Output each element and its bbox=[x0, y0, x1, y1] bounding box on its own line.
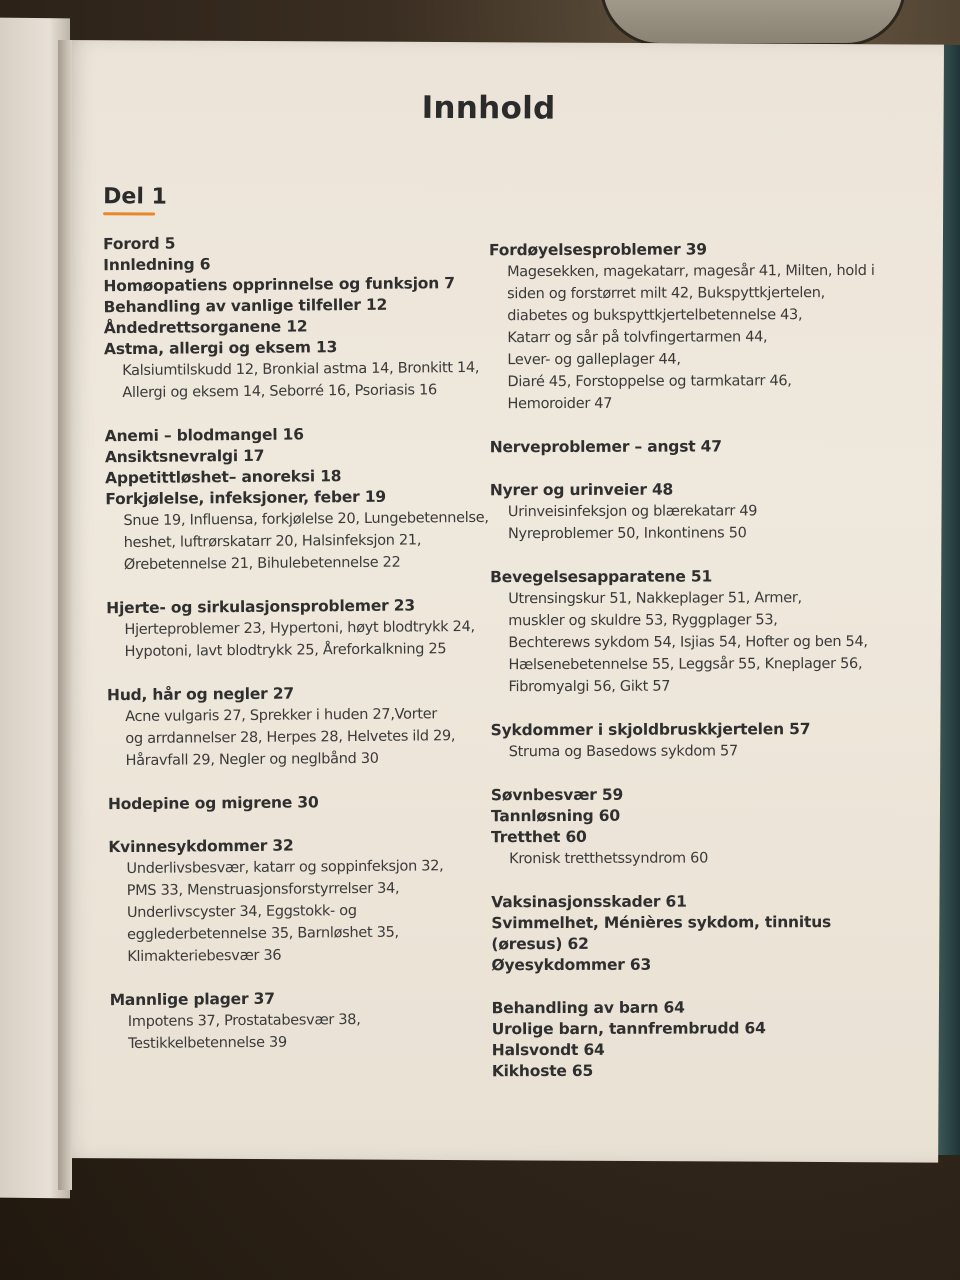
toc-entry: Tannløsning 60 bbox=[490, 806, 620, 826]
toc-subentry: Diaré 45, Forstoppelse og tarmkatarr 46, bbox=[507, 373, 792, 391]
toc-left-column bbox=[103, 231, 510, 1055]
toc-entry: Nyrer og urinveier 48 bbox=[489, 480, 674, 500]
toc-entry: Hud, hår og negler 27 bbox=[106, 684, 295, 705]
toc-subentry: Utrensingskur 51, Nakkeplager 51, Armer, bbox=[508, 590, 802, 608]
part-underline bbox=[103, 212, 155, 215]
toc-subentry: og arrdannelser 28, Herpes 28, Helvetes ild 29, bbox=[125, 728, 456, 748]
toc-spacer bbox=[491, 869, 891, 892]
toc-subentry: Underlivsbesvær, katarr og soppinfeksjon 32, bbox=[126, 858, 444, 878]
toc-subentry: heshet, luftrørskatarr 20, Halsinfeksjon 21, bbox=[123, 532, 422, 552]
toc-entry: Homøopatiens opprinnelse og funksjon 7 bbox=[103, 274, 455, 296]
toc-subentry: siden og forstørret milt 42, Bukspyttkjertelen, bbox=[507, 285, 825, 303]
toc-subentry: Magesekken, magekatarr, magesår 41, Milten, hold i bbox=[507, 262, 875, 281]
toc-entry: Appetittløshet– anoreksi 18 bbox=[105, 467, 342, 488]
toc-entry: Svimmelhet, Ménières sykdom, tinnitus (øresus) 62 bbox=[491, 913, 832, 954]
toc-subentry: Kronisk tretthetssyndrom 60 bbox=[509, 850, 709, 868]
toc-entry: Nerveproblemer – angst 47 bbox=[489, 437, 722, 457]
toc-spacer bbox=[490, 544, 890, 567]
toc-subentry: Håravfall 29, Negler og neglbånd 30 bbox=[125, 750, 379, 770]
toc-entry: Ansiktsnevralgi 17 bbox=[104, 446, 265, 467]
toc-entry: Mannlige plager 37 bbox=[109, 989, 275, 1010]
toc-subentry: Snue 19, Influensa, forkjølelse 20, Lungebetennelse, bbox=[123, 509, 489, 530]
book-page bbox=[58, 40, 944, 1163]
toc-subentry: diabetes og bukspyttkjertelbetennelse 43, bbox=[507, 307, 803, 325]
toc-spacer bbox=[490, 414, 890, 437]
toc-entry: Halsvondt 64 bbox=[491, 1040, 605, 1060]
part-label: Del 1 bbox=[103, 184, 167, 210]
toc-subentry: egglederbetennelse 35, Barnløshet 35, bbox=[127, 924, 399, 944]
toc-subentry: Nyreproblemer 50, Inkontinens 50 bbox=[507, 525, 747, 543]
toc-spacer bbox=[491, 762, 891, 785]
toc-subentry: Fibromyalgi 56, Gikt 57 bbox=[508, 678, 671, 696]
toc-subentry: Katarr og sår på tolvfingertarmen 44, bbox=[507, 329, 768, 347]
toc-subentry: Klimakteriebesvær 36 bbox=[127, 947, 282, 966]
toc-subentry: PMS 33, Menstruasjonsforstyrrelser 34, bbox=[126, 880, 400, 900]
toc-entry: Forkjølelse, infeksjoner, feber 19 bbox=[105, 487, 387, 509]
toc-subentry: Underlivscyster 34, Eggstokk- og bbox=[126, 903, 357, 922]
toc-subentry: Hemoroider 47 bbox=[507, 395, 613, 413]
toc-entry: Urolige barn, tannfrembrudd 64 bbox=[491, 1019, 766, 1039]
toc-entry: Hjerte- og sirkulasjonsproblemer 23 bbox=[106, 596, 415, 618]
toc-subentry: Lever- og galleplager 44, bbox=[507, 351, 681, 369]
toc-entry: Behandling av barn 64 bbox=[491, 998, 685, 1018]
toc-subentry: Hælsenebetennelse 55, Leggsår 55, Kneplager 56, bbox=[508, 655, 863, 674]
toc-entry: Øyesykdommer 63 bbox=[491, 955, 652, 975]
toc-subentry: Acne vulgaris 27, Sprekker i huden 27,Vorter bbox=[125, 706, 438, 726]
toc-entry: Kikhoste 65 bbox=[491, 1061, 594, 1081]
toc-subentry: Allergi og eksem 14, Seborré 16, Psoriasis 16 bbox=[122, 382, 438, 402]
toc-spacer bbox=[491, 697, 891, 720]
toc-subentry: Testikkelbetennelse 39 bbox=[127, 1034, 287, 1053]
toc-spacer bbox=[490, 457, 890, 480]
toc-subentry: Urinveisinfeksjon og blærekatarr 49 bbox=[507, 503, 758, 521]
page-gutter bbox=[58, 40, 72, 1190]
toc-subentry: Hypotoni, lavt blodtrykk 25, Åreforkalkning 25 bbox=[124, 641, 447, 661]
toc-subentry: Kalsiumtilskudd 12, Bronkial astma 14, Bronkitt 14, bbox=[122, 359, 480, 380]
toc-entry: Sykdommer i skjoldbruskkjertelen 57 bbox=[490, 720, 811, 740]
toc-entry: Anemi – blodmangel 16 bbox=[104, 425, 304, 446]
toc-entry: Behandling av vanlige tilfeller 12 bbox=[103, 295, 388, 317]
toc-entry: Forord 5 bbox=[102, 234, 176, 254]
toc-subentry: Struma og Basedows sykdom 57 bbox=[508, 743, 738, 761]
toc-subentry: Impotens 37, Prostatabesvær 38, bbox=[127, 1011, 361, 1031]
toc-subentry: muskler og skuldre 53, Ryggplager 53, bbox=[508, 612, 778, 630]
toc-subentry: Hjerteproblemer 23, Hypertoni, høyt blodtrykk 24, bbox=[124, 618, 475, 639]
toc-entry: Astma, allergi og eksem 13 bbox=[103, 338, 338, 359]
toc-entry: Hodepine og migrene 30 bbox=[107, 793, 319, 814]
toc-entry: Kvinnesykdommer 32 bbox=[108, 836, 294, 857]
toc-entry: Innledning 6 bbox=[103, 255, 211, 275]
toc-entry: Vaksinasjonsskader 61 bbox=[491, 892, 687, 912]
toc-spacer bbox=[492, 975, 892, 998]
page-title: Innhold bbox=[421, 89, 556, 127]
toc-entry: Fordøyelsesproblemer 39 bbox=[488, 240, 707, 260]
toc-subentry: Bechterews sykdom 54, Isjias 54, Hofter og ben 54, bbox=[508, 633, 868, 652]
toc-entry: Tretthet 60 bbox=[491, 827, 587, 847]
toc-entry: Åndedrettsorganene 12 bbox=[103, 317, 308, 338]
toc-entry: Søvnbesvær 59 bbox=[490, 785, 624, 805]
toc-right-column bbox=[489, 239, 892, 1082]
background-object bbox=[600, 0, 906, 46]
toc-entry: Bevegelsesapparatene 51 bbox=[490, 567, 713, 587]
toc-subentry: Ørebetennelse 21, Bihulebetennelse 22 bbox=[123, 554, 401, 574]
